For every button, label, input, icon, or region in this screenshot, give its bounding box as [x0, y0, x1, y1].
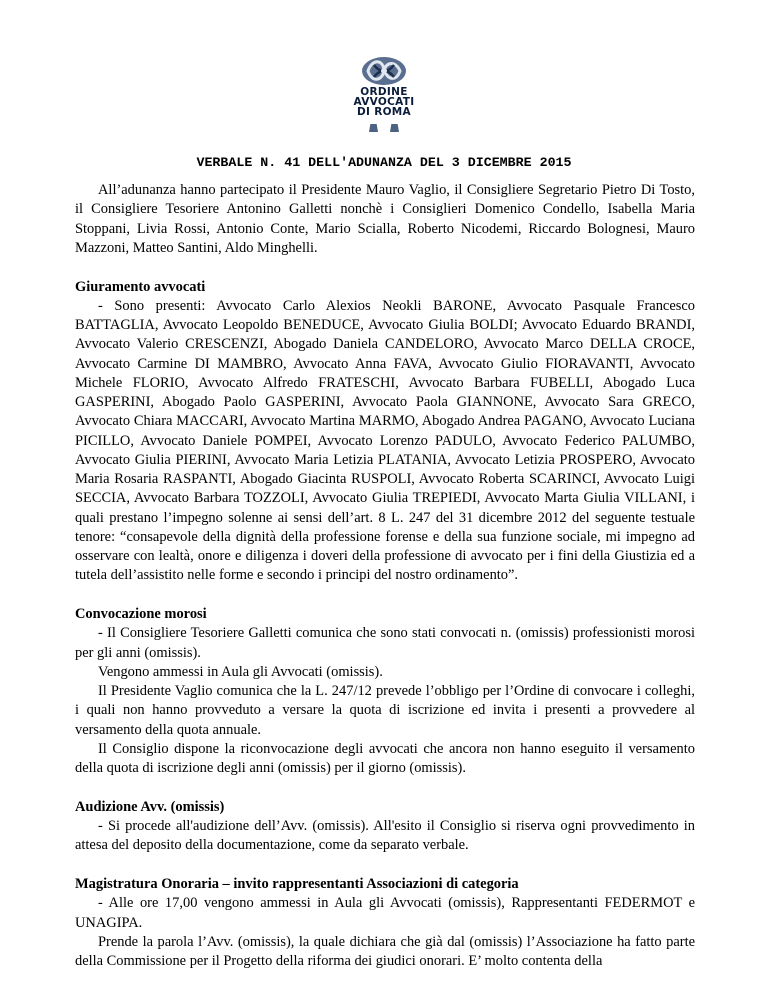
section-paragraph: - Il Consigliere Tesoriere Galletti comunica che sono stati convocati n. (omissis) professionisti morosi per gli anni (omissis).	[75, 625, 695, 661]
logo-line-1: ORDINE	[360, 86, 408, 98]
section-heading: Audizione Avv. (omissis)	[75, 798, 225, 815]
section-magistratura	[75, 875, 695, 971]
intro-paragraph: All’adunanza hanno partecipato il Presidente Mauro Vaglio, il Consigliere Segretario Pietro Di Tosto, il Consigliere Tesoriere Antonino Galletti nonchè i Consiglieri Domenico Condello, Isabella Maria Stoppani, Livia Rossi, Antonio Conte, Mario Scialla, Roberto Nicodemi, Riccardo Bolognesi, Mauro Mazzoni, Matteo Santini, Aldo Minghelli.	[75, 182, 695, 256]
logo-line-2: AVVOCATI	[353, 96, 415, 108]
document-title: VERBALE N. 41 DELL'ADUNANZA DEL 3 DICEMBRE 2015	[196, 155, 572, 170]
section-giuramento	[75, 278, 695, 586]
order-logo	[334, 55, 434, 137]
section-audizione	[75, 798, 695, 856]
section-paragraph: Il Presidente Vaglio comunica che la L. 247/12 prevede l’obbligo per l’Ordine di convocare i colleghi, i quali non hanno provveduto a versare la quota di iscrizione ed invita i presenti a provvedere al versamento della quota annuale.	[75, 683, 695, 738]
knot-emblem-icon	[360, 55, 408, 87]
section-heading: Giuramento avvocati	[75, 278, 206, 295]
logo-feet-icon	[334, 119, 434, 137]
section-paragraph: Il Consiglio dispone la riconvocazione degli avvocati che ancora non hanno eseguito il versamento della quota di iscrizione degli anni (omissis) per il giorno (omissis).	[75, 740, 695, 776]
section-heading: Convocazione morosi	[75, 606, 207, 622]
section-convocazione	[75, 605, 695, 778]
section-paragraph: - Alle ore 17,00 vengono ammessi in Aula gli Avvocati (omissis), Rappresentanti FEDERMOT e UNAGIPA.	[75, 895, 695, 931]
logo-line-3: DI ROMA	[357, 106, 411, 118]
section-heading: Magistratura Onoraria – invito rappresentanti Associazioni di categoria	[75, 876, 519, 892]
section-paragraph: - Si procede all'audizione dell’Avv. (omissis). All'esito il Consiglio si riserva ogni provvedimento in attesa del deposito della documentazione, come da separato verbale.	[75, 818, 695, 854]
section-paragraph: - Sono presenti: Avvocato Carlo Alexios Neokli BARONE, Avvocato Pasquale Francesco BATTAGLIA, Avvocato Leopoldo BENEDUCE, Avvocato Giulia BOLDI; Avvocato Eduardo BRANDI, Avvocato Valerio CRESCENZI, Abogado Daniela CANDELORO, Avvocato Marco DELLA CROCE, Avvocato Carmine DI MAMBRO, Avvocato Anna FAVA, Avvocato Giulio FIORAVANTI, Avvocato Michele FLORIO, Avvocato Alfredo FRATESCHI, Avvocato Barbara FUBELLI, Abogado Luca GASPERINI, Abogado Paolo GASPERINI, Avvocato Paola GIANNONE, Avvocato Sara GRECO, Avvocato Chiara MACCARI, Avvocato Martina MARMO, Abogado Andrea PAGANO, Avvocato Luciana PICILLO, Avvocato Daniele POMPEI, Avvocato Lorenzo PADULO, Avvocato Federico PALUMBO, Avvocato Giulia PIERINI, Avvocato Maria Letizia PLATANIA, Avvocato Letizia PROSPERO, Avvocato Maria Rosaria RASPANTI, Abogado Giacinta RUSPOLI, Avvocato Roberta SCARINCI, Avvocato Luigi SECCIA, Avvocato Barbara TOZZOLI, Avvocato Giulia TREPIEDI, Avvocato Marta Giulia VILLANI, i quali prestano l’impegno solenne ai sensi dell’art. 8 L. 247 del 31 dicembre 2012 del seguente testuale tenore: “consapevole della dignità della professione forense e della sua funzione sociale, mi impegno ad osservare con lealtà, onore e diligenza i doveri della professione di avvocato per i fini della Giustizia ed a tutela dell’assistito nelle forme e secondo i principi del nostro ordinamento”.	[75, 297, 695, 584]
section-paragraph: Prende la parola l’Avv. (omissis), la quale dichiara che già dal (omissis) l’Associazione ha fatto parte della Commissione per il Progetto della riforma dei giudici onorari. E’ molto contenta della	[75, 933, 695, 969]
document-body	[75, 181, 695, 971]
section-paragraph: Vengono ammessi in Aula gli Avvocati (omissis).	[98, 663, 383, 680]
